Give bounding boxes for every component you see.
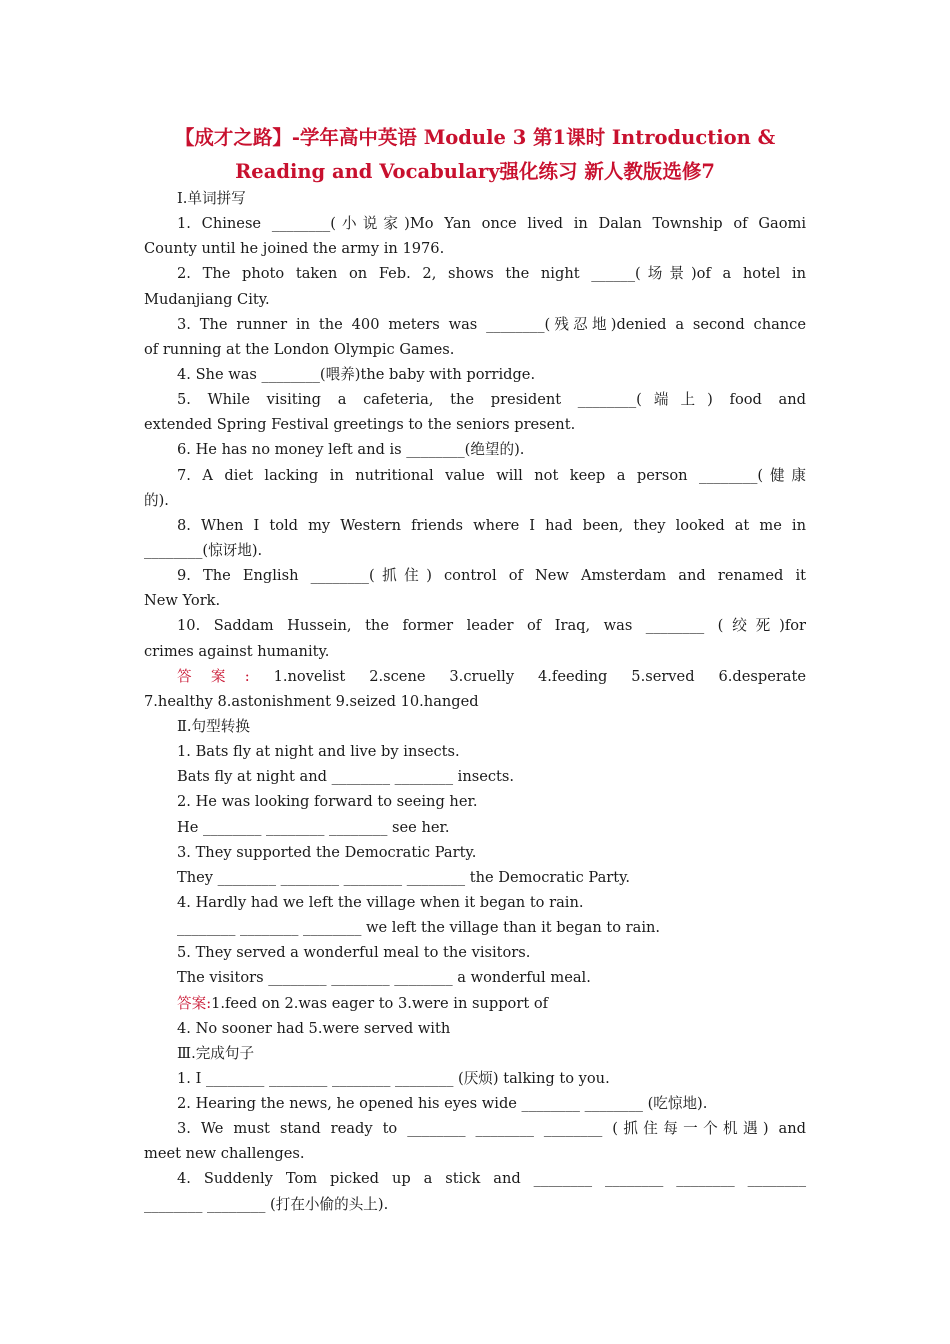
text-line xyxy=(144,940,806,965)
text-line xyxy=(144,890,806,915)
text-line xyxy=(144,563,806,588)
line-text: 2. The photo taken on Feb. 2, shows the night ______(场景)of a hotel in xyxy=(177,265,806,283)
text-line xyxy=(144,236,806,261)
line-text: ________ ________ ________ we left the village than it began to rain. xyxy=(177,919,661,937)
text-line xyxy=(144,965,806,990)
text-line xyxy=(144,1041,806,1066)
text-line xyxy=(144,437,806,462)
line-text: 3. The runner in the 400 meters was ________(残忍地)denied a second chance xyxy=(177,315,806,333)
line-text: County until he joined the army in 1976. xyxy=(144,240,445,258)
text-line xyxy=(144,789,806,814)
text-line xyxy=(144,186,806,211)
text-line xyxy=(144,538,806,563)
line-text: 1.novelist 2.scene 3.cruelly 4.feeding 5.served 6.desperate xyxy=(249,667,807,685)
text-line xyxy=(144,865,806,890)
text-line xyxy=(144,463,806,488)
line-text: 2. Hearing the news, he opened his eyes wide ________ ________ (吃惊地). xyxy=(177,1095,708,1113)
exercise-body xyxy=(144,186,806,1217)
line-text: Ⅰ.单词拼写 xyxy=(177,190,246,207)
line-text: crimes against humanity. xyxy=(144,642,330,660)
text-line xyxy=(144,488,806,513)
line-text: 5. While visiting a cafeteria, the president ________(端上) food and xyxy=(177,391,806,409)
text-line xyxy=(144,1016,806,1041)
text-line xyxy=(144,1141,806,1166)
text-line xyxy=(144,714,806,739)
line-text: The visitors ________ ________ ________ a wonderful meal. xyxy=(177,969,591,987)
text-line xyxy=(144,639,806,664)
line-text: They ________ ________ ________ ________ the Democratic Party. xyxy=(177,868,631,886)
line-text: 4. No sooner had 5.were served with xyxy=(177,1019,451,1037)
line-text: ________ ________ (打在小偷的头上). xyxy=(144,1195,389,1213)
line-text: Ⅱ.句型转换 xyxy=(177,717,250,735)
text-line xyxy=(144,1116,806,1141)
text-line xyxy=(144,764,806,789)
line-text: ________(惊讶地). xyxy=(144,541,263,559)
text-line xyxy=(144,1091,806,1116)
answer-label: 答案: xyxy=(177,994,212,1012)
line-text: 7. A diet lacking in nutritional value will not keep a person ________(健康 xyxy=(177,466,806,484)
text-line xyxy=(144,739,806,764)
text-line xyxy=(144,261,806,286)
line-text: New York. xyxy=(144,592,221,610)
title-line-1: 【成才之路】-学年高中英语 Module 3 第1课时 Introduction & xyxy=(174,126,776,149)
text-line xyxy=(144,287,806,312)
text-line xyxy=(144,1166,806,1191)
text-line xyxy=(144,211,806,236)
line-text: 6. He has no money left and is ________(绝望的). xyxy=(177,441,525,459)
text-line xyxy=(144,362,806,387)
line-text: extended Spring Festival greetings to the seniors present. xyxy=(144,416,576,434)
line-text: 的). xyxy=(144,491,169,509)
line-text: Mudanjiang City. xyxy=(144,290,270,308)
line-text: 2. He was looking forward to seeing her. xyxy=(177,793,478,811)
line-text: 9. The English ________(抓住) control of New Amsterdam and renamed it xyxy=(177,567,806,585)
line-text: Ⅲ.完成句子 xyxy=(177,1044,255,1062)
answer-line xyxy=(144,991,806,1016)
text-line xyxy=(144,613,806,638)
line-text: 1.feed on 2.was eager to 3.were in support of xyxy=(211,994,549,1012)
line-text: 5. They served a wonderful meal to the visitors. xyxy=(177,944,531,962)
text-line xyxy=(144,915,806,940)
line-text: 4. Suddenly Tom picked up a stick and ________ ________ ________ ________ xyxy=(177,1170,806,1188)
text-line xyxy=(144,1066,806,1091)
document-title xyxy=(100,121,850,189)
text-line xyxy=(144,513,806,538)
line-text: 8. When I told my Western friends where I had been, they looked at me in xyxy=(177,516,806,534)
text-line xyxy=(144,815,806,840)
line-text: 4. Hardly had we left the village when it began to rain. xyxy=(177,893,584,911)
answer-label: 答案: xyxy=(177,667,250,685)
line-text: meet new challenges. xyxy=(144,1145,305,1163)
text-line xyxy=(144,840,806,865)
line-text: 3. They supported the Democratic Party. xyxy=(177,843,477,861)
text-line xyxy=(144,689,806,714)
line-text: 7.healthy 8.astonishment 9.seized 10.hanged xyxy=(144,692,479,710)
text-line xyxy=(144,412,806,437)
line-text: 10. Saddam Hussein, the former leader of Iraq, was ________ (绞死)for xyxy=(177,617,806,635)
text-line xyxy=(144,312,806,337)
line-text: 4. She was ________(喂养)the baby with porridge. xyxy=(177,365,536,383)
line-text: 3. We must stand ready to ________ ________ ________ (抓住每一个机遇) and xyxy=(177,1120,806,1138)
text-line xyxy=(144,1192,806,1217)
text-line xyxy=(144,337,806,362)
line-text: He ________ ________ ________ see her. xyxy=(177,818,450,836)
line-text: 1. Bats fly at night and live by insects. xyxy=(177,743,460,761)
line-text: 1. Chinese ________(小说家)Mo Yan once lived in Dalan Township of Gaomi xyxy=(177,215,806,233)
title-line-2: Reading and Vocabulary强化练习 新人教版选修7 xyxy=(235,160,715,183)
line-text: Bats fly at night and ________ ________ insects. xyxy=(177,768,515,786)
answer-line xyxy=(144,664,806,689)
line-text: 1. I ________ ________ ________ ________ (厌烦) talking to you. xyxy=(177,1069,610,1087)
text-line xyxy=(144,588,806,613)
line-text: of running at the London Olympic Games. xyxy=(144,340,455,358)
text-line xyxy=(144,387,806,412)
